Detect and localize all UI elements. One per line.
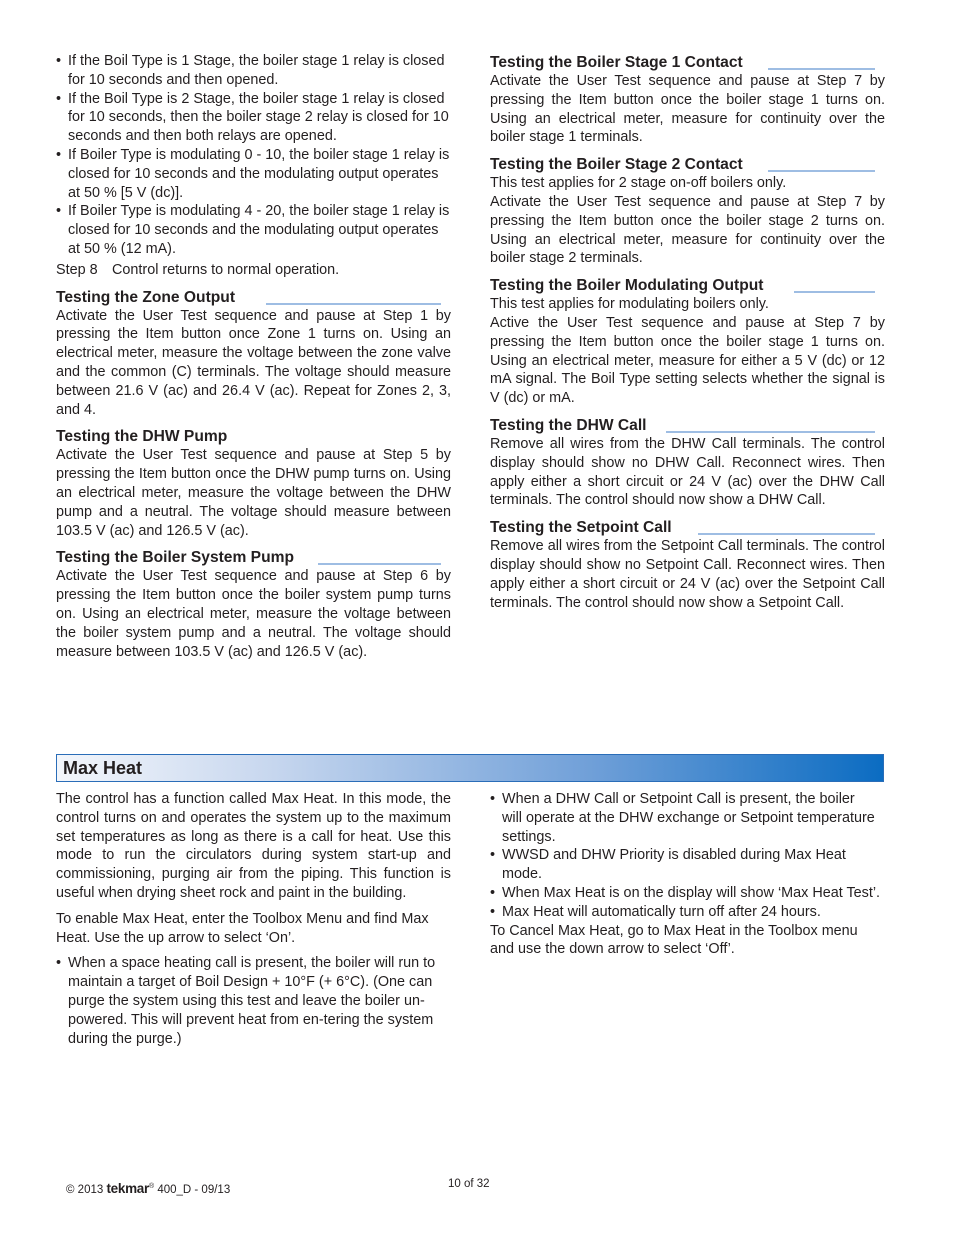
registered-mark: ® <box>148 1183 155 1190</box>
step-8-text: Control returns to normal operation. <box>112 261 340 278</box>
max-heat-cancel-text: To Cancel Max Heat, go to Max Heat in the Toolbox menu and use the down arrow to select ‘Off’. <box>490 922 858 958</box>
copyright-text: © 2013 <box>66 1183 104 1196</box>
max-heat-left-bullets <box>56 954 451 1048</box>
step-8-line <box>56 261 451 280</box>
dhw-call-heading: Testing the DHW Call <box>490 416 885 435</box>
left-column-top <box>56 52 451 661</box>
tekmar-logo: tekmar <box>106 1180 149 1196</box>
boiler-stage-2-heading: Testing the Boiler Stage 2 Contact <box>490 155 885 174</box>
list-item: • Max Heat will automatically turn off after 24 hours. <box>490 903 885 922</box>
page-number: 10 of 32 <box>448 1178 490 1190</box>
max-heat-intro: The control has a function called Max Heat. In this mode, the control turns on and operates the system up to the maximum set temperatures as long as there is a call for heat. Use this mode to run the circulators during system start-up and commissioning, purging air from the piping. This function is useful when drying sheet rock and paint in the building. <box>56 791 451 901</box>
boiler-modulating-note: This test applies for modulating boilers only. <box>490 296 769 313</box>
list-item: • When Max Heat is on the display will show ‘Max Heat Test’. <box>490 884 885 903</box>
boil-type-bullet-list <box>56 52 451 259</box>
right-column-top <box>490 53 885 612</box>
list-item: • When a space heating call is present, the boiler will run to maintain a target of Boil Design + 10°F (+ 6°C). (One can purge the system using this test and leave the boiler un-powered. This will prevent heat from en-tering the system during the purge.) <box>56 954 451 1048</box>
boiler-system-pump-body: Activate the User Test sequence and pause at Step 6 by pressing the Item button once the boiler system pump turns on. Using an electrical meter, measure the voltage between the boiler system pump and a neutral. The voltage should measure between 103.5 V (ac) and 126.5 V (ac). <box>56 568 451 660</box>
boiler-stage-2-note: This test applies for 2 stage on-off boilers only. <box>490 175 787 192</box>
boiler-stage-2-body: Activate the User Test sequence and pause at Step 7 by pressing the Item button once the boiler stage 2 turns on. Using an electrical meter, measure for continuity over the boiler stage 2 terminals. <box>490 193 885 267</box>
boiler-stage-1-heading: Testing the Boiler Stage 1 Contact <box>490 53 885 72</box>
list-item: • When a DHW Call or Setpoint Call is present, the boiler will operate at the DHW exchange or Setpoint temperature settings. <box>490 790 885 846</box>
max-heat-right-bullets <box>490 790 885 922</box>
dhw-pump-body: Activate the User Test sequence and pause at Step 5 by pressing the Item button once the DHW pump turns on. Using an electrical meter, measure the voltage between the DHW pump and a neutral. The voltage should measure between 103.5 V (ac) and 126.5 V (ac). <box>56 447 451 539</box>
list-item: • If Boiler Type is modulating 0 - 10, the boiler stage 1 relay is closed for 10 seconds and the modulating output operates at 50 % [5 V (dc)]. <box>56 146 451 202</box>
step-8-label: Step 8 <box>56 261 98 278</box>
document-code: 400_D - 09/13 <box>157 1183 231 1196</box>
boiler-system-pump-heading: Testing the Boiler System Pump <box>56 548 451 567</box>
max-heat-title: Max Heat <box>63 758 143 778</box>
footer-copyright <box>66 1180 230 1197</box>
list-item: • If the Boil Type is 1 Stage, the boiler stage 1 relay is closed for 10 seconds and then opened. <box>56 52 451 90</box>
setpoint-call-body: Remove all wires from the Setpoint Call terminals. The control display should show no Setpoint Call. Reconnect wires. Then apply either a short circuit or 24 V (ac) over the Setpoint Call terminals. The control should now show a Setpoint Call. <box>490 538 885 611</box>
dhw-call-body: Remove all wires from the DHW Call terminals. The control display should show no DHW Call. Reconnect wires. Then apply either a short circuit or 24 V (ac) over the DHW Call terminals. The control should now show a DHW Call. <box>490 435 885 509</box>
max-heat-right-column <box>490 790 885 959</box>
boiler-modulating-body: Active the User Test sequence and pause at Step 7 by pressing the Item button once the boiler stage 1 turns on. Using an electrical meter, measure for either a 5 V (dc) or 12 mA signal. The Boil Type setting selects whether the signal is V (dc) or mA. <box>490 314 885 407</box>
list-item: • If the Boil Type is 2 Stage, the boiler stage 1 relay is closed for 10 seconds, then the boiler stage 2 relay is closed for 10 seconds and then both relays are opened. <box>56 90 451 146</box>
max-heat-section-banner <box>56 754 884 782</box>
max-heat-left-column <box>56 790 451 1048</box>
setpoint-call-heading: Testing the Setpoint Call <box>490 518 885 537</box>
dhw-pump-heading: Testing the DHW Pump <box>56 427 451 446</box>
zone-output-heading: Testing the Zone Output <box>56 288 451 307</box>
zone-output-body: Activate the User Test sequence and pause at Step 1 by pressing the Item button once Zone 1 turns on. Using an electrical meter, measure the voltage between the zone valve and the common (C) terminals. The voltage should measure between 21.6 V (ac) and 26.4 V (ac). Repeat for Zones 2, 3, and 4. <box>56 307 451 418</box>
boiler-stage-1-body: Activate the User Test sequence and pause at Step 7 by pressing the Item button once the boiler stage 1 turns on. Using an electrical meter, measure for continuity over the boiler stage 1 terminals. <box>490 73 885 146</box>
boiler-modulating-heading: Testing the Boiler Modulating Output <box>490 276 885 295</box>
list-item: • If Boiler Type is modulating 4 - 20, the boiler stage 1 relay is closed for 10 seconds and the modulating output operates at 50 % (12 mA). <box>56 202 451 258</box>
max-heat-enable-text: To enable Max Heat, enter the Toolbox Menu and find Max Heat. Use the up arrow to select ‘On’. <box>56 910 429 946</box>
list-item: • WWSD and DHW Priority is disabled during Max Heat mode. <box>490 846 885 884</box>
